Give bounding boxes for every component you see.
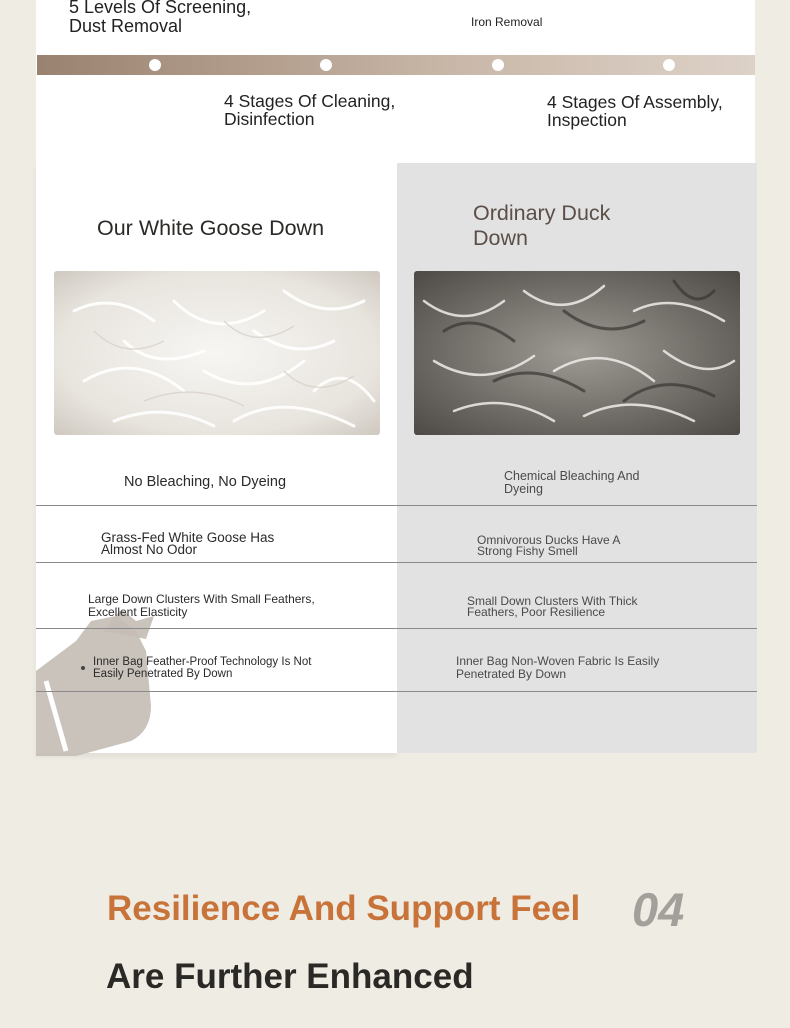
- our-feature-no-odor: Grass-Fed White Goose Has Almost No Odor: [101, 530, 275, 558]
- section-number: 04: [632, 883, 685, 936]
- white-goose-down-photo: [54, 271, 380, 435]
- our-feature-feather-proof: Inner Bag Feather-Proof Technology Is Not Easily Penetrated By Down: [93, 656, 312, 681]
- process-step-cleaning: 4 Stages Of Cleaning, Disinfection: [224, 91, 396, 130]
- section-heading-resilience: Resilience And Support Feel: [107, 889, 581, 928]
- duck-feature-bleaching: Chemical Bleaching And Dyeing: [504, 469, 640, 496]
- bullet-dot: [81, 666, 85, 670]
- process-step-assembly: 4 Stages Of Assembly, Inspection: [547, 92, 723, 131]
- progress-dot: [663, 59, 675, 71]
- progress-dot: [492, 59, 504, 71]
- process-progress-bar: [37, 55, 755, 75]
- section-heading-enhanced: Are Further Enhanced: [106, 957, 474, 996]
- row-divider: [36, 562, 757, 563]
- duck-feature-small-clusters: Small Down Clusters With Thick Feathers, Poor Resilience: [467, 594, 638, 620]
- row-divider: [36, 505, 757, 506]
- comparison-table: [36, 163, 757, 753]
- duck-feature-non-woven: Inner Bag Non-Woven Fabric Is Easily Penetrated By Down: [456, 654, 660, 682]
- ordinary-duck-down-title: Ordinary Duck Down: [473, 201, 611, 250]
- pillow-hand-icon: [36, 611, 156, 756]
- our-goose-down-title: Our White Goose Down: [97, 216, 325, 240]
- progress-dot: [149, 59, 161, 71]
- row-divider: [36, 691, 757, 692]
- progress-dot: [320, 59, 332, 71]
- row-divider: [36, 628, 757, 629]
- duck-feature-fishy-smell: Omnivorous Ducks Have A Strong Fishy Smell: [477, 533, 620, 559]
- grey-duck-down-photo: [414, 271, 740, 435]
- process-step-screening: 5 Levels Of Screening, Dust Removal: [69, 0, 252, 36]
- process-step-iron-removal: Iron Removal: [471, 15, 543, 29]
- our-feature-large-clusters: Large Down Clusters With Small Feathers, Excellent Elasticity: [88, 592, 315, 620]
- process-card: [36, 0, 755, 163]
- our-feature-no-bleaching: No Bleaching, No Dyeing: [124, 474, 287, 490]
